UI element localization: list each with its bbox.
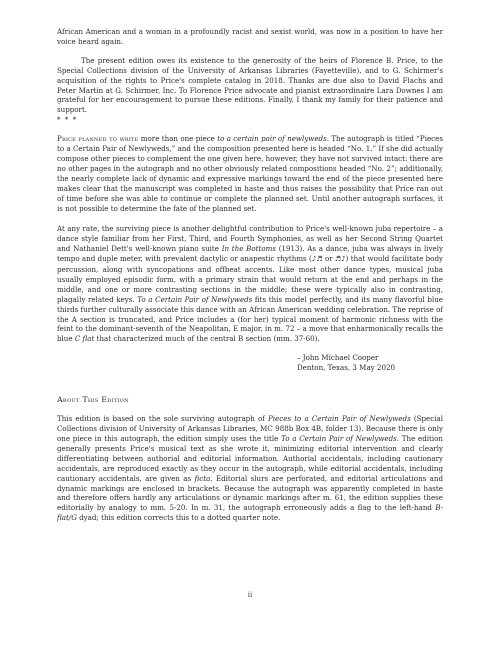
italic-title: In the Bottoms xyxy=(221,244,276,254)
italic-title: To a Certain Pair of Newlyweds xyxy=(137,294,253,304)
italic-title: To a Certain Pair of Newlyweds xyxy=(281,434,397,443)
paragraph-about-edition: This edition is based on the sole surviving autograph of Pieces to a Certain Pair of Newlyweds (Special Collections division of University of Arkansas Libraries, MC 988b Box 4B, folder 13). Because there is only one piece in this autograph, the edition simply uses the title To a Certain Pair of Newlyweds. The edition generally presents Price's musical text as she wrote it, minimizing editorial intervention and clearly differentiating between authorial and editorial information. Authorial accidentals, including cautionary accidentals, are reproduced exactly as they occur in the autograph, while editorial accidentals, including cautionary accidentals, are given as ficta. Editorial slurs are perforated, and editorial articulations and dynamic markings are enclosed in brackets. Because the autograph was apparently completed in haste and therefore offers hardly any articulations or dynamic markings after m. 61, the edition supplies these editorially by analogy to mm. 5-20. In m. 31, the autograph erroneously adds a flag to the left-hand B-flat/G dyad; this edition corrects this to a dotted quarter note. xyxy=(57,414,443,523)
rhythm-notation-icon: ♪♬ or ♬♪ xyxy=(311,255,346,264)
italic-key: C flat xyxy=(74,334,95,344)
section-heading: About This Edition xyxy=(57,395,129,405)
section-separator: * * * xyxy=(57,115,78,125)
italic-term: ficta xyxy=(194,473,211,483)
signature-block xyxy=(297,353,443,373)
italic-title: to a certain pair of newlyweds xyxy=(217,134,327,144)
italic-dyad: B-flat/G xyxy=(57,503,443,523)
paragraph-planned-set: Price planned to write more than one piece to a certain pair of newlyweds. The autograph is titled “Pieces to a Certain Pair of Newlyweds,” and the composition presented here is headed “No. 1.” If she did actually compose other pieces to complement the one given here, however, they have not survived intact: there are no other pages in the autograph and no other obviously related compositions headed “No. 2”; additionally, the nearly complete lack of dynamic and expressive markings toward the end of the piece presented here makes clear that the manuscript was completed in haste and thus raises the possibility that Price ran out of time before she was able to continue or complete the planned set. Until another autograph surfaces, it is not possible to determine the fate of the planned set. xyxy=(57,134,443,213)
italic-title: Pieces to a Certain Pair of Newlyweds xyxy=(268,414,411,424)
small-caps-lead: Price planned to write xyxy=(57,134,139,144)
paragraph-acknowledgements: The present edition owes its existence to the generosity of the heirs of Florence B. Price, to the Special Collections division of the University of Arkansas Libraries (Fayetteville), and to G. Schirmer's acquisition of the rights to Price's complete catalog in 2018. Thanks are due also to David Flachs and Peter Martin at G. Schirmer, Inc. To Florence Price advocate and pianist extraordinaire Lara Downes I am grateful for her encouragement to pursue these editions. Finally, I thank my family for their patience and support. xyxy=(57,55,443,115)
signature-place-date: Denton, Texas, 3 May 2020 xyxy=(297,363,395,373)
paragraph-juba: At any rate, the surviving piece is another delightful contribution to Price's well-known juba repertoire – a dance style familiar from her First, Third, and Fourth Symphonies, as well as her Second String Quartet and Nathaniel Dett's well-known piano suite In the Bottoms (1913). As a dance, juba was always in lively tempo and duple meter, with prevalent dactylic or anapestic rhythms (♪♬ or ♬♪) that would facilitate body percussion, along with syncopations and offbeat accents. Like most other dance types, musical juba usually employed episodic form, with a primary strain that would return at the end and perhaps in the middle, and one or more contrasting sections in the middle; these were typically also in contrasting, plagally related keys. To a Certain Pair of Newlyweds fits this model perfectly, and its many flavorful blue thirds further culturally associate this dance with an African American wedding celebration. The reprise of the A section is truncated, and Price includes a (for her) typical moment of harmonic richness with the feint to the dominant-seventh of the Neapolitan, E major, in m. 72 – a move that enharmonically recalls the blue C flat that characterized much of the central B section (mm. 37-60). xyxy=(57,224,443,344)
paragraph-opening: African American and a woman in a profoundly racist and sexist world, was now in a position to have her voice heard again. xyxy=(57,27,443,46)
page-number: ii xyxy=(247,591,253,599)
signature-name: – John Michael Cooper xyxy=(297,353,379,363)
